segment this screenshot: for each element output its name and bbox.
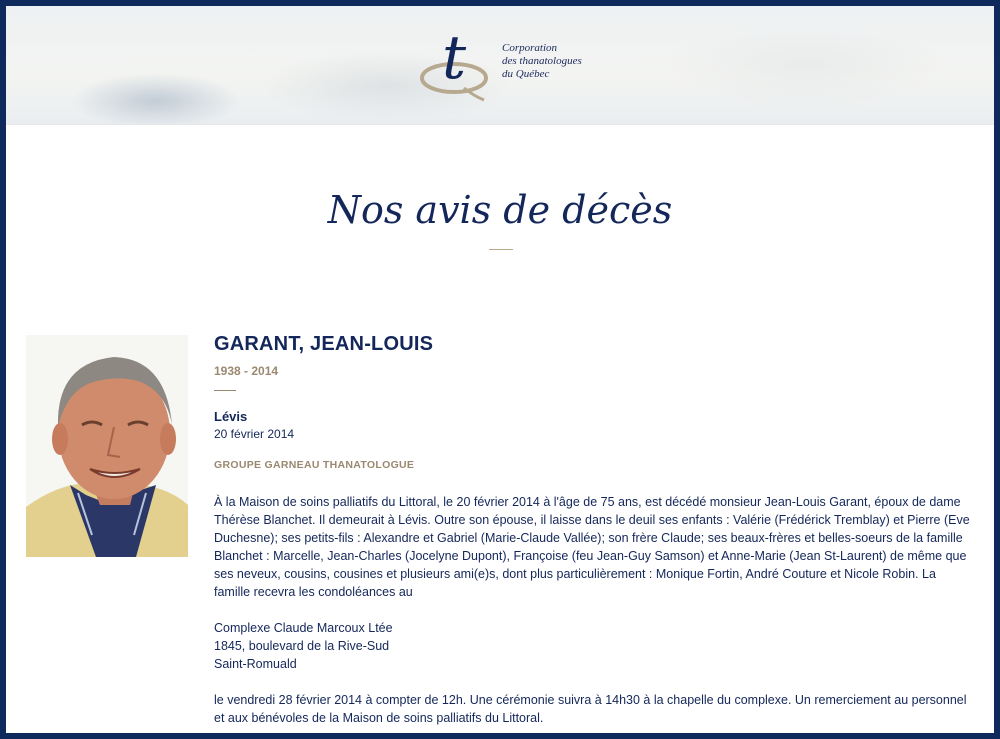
life-years: 1938 - 2014 bbox=[214, 364, 279, 378]
address-line: Complexe Claude Marcoux Ltée bbox=[214, 621, 393, 635]
obituary-paragraph: le vendredi 28 février 2014 à compter de 12h. Une cérémonie suivra à 14h30 à la chapelle du complexe. Un remerciement au personnel et aux bénévoles de la Maison de soins palliatifs du Littoral. bbox=[214, 693, 967, 725]
obituary-text bbox=[214, 493, 974, 727]
death-date: 20 février 2014 bbox=[214, 427, 295, 441]
logo-letter: t bbox=[442, 23, 467, 93]
funeral-home-link[interactable]: GROUPE GARNEAU THANATOLOGUE bbox=[214, 459, 415, 471]
funeral-address bbox=[214, 619, 974, 673]
site-header bbox=[6, 6, 994, 125]
logo-line: des thanatologues bbox=[502, 55, 582, 67]
site-logo[interactable] bbox=[418, 20, 598, 102]
title-divider bbox=[489, 249, 513, 250]
address-line: Saint-Romuald bbox=[214, 657, 297, 671]
address-line: 1845, boulevard de la Rive-Sud bbox=[214, 639, 390, 653]
deceased-portrait bbox=[26, 335, 188, 557]
logo-mark-icon bbox=[418, 20, 490, 102]
logo-line: du Québec bbox=[502, 68, 550, 80]
city: Lévis bbox=[214, 409, 248, 424]
obituary-paragraph: À la Maison de soins palliatifs du Littoral, le 20 février 2014 à l'âge de 75 ans, est décédé monsieur Jean-Louis Garant, époux de dame Thérèse Blanchet. Il demeurait à Lévis. Outre son épouse, il laisse dans le deuil ses enfants : Valérie (Frédérick Tremblay) et Pierre (Eve Duchesne); ses petits-fils : Alexandre et Gabriel (Marie-Claude Vallée); son frère Claude; ses beaux-frères et belles-soeurs de la famille Blanchet : Marcelle, Jean-Charles (Jocelyne Dupont), Françoise (feu Jean-Guy Samson) et Anne-Marie (Jean St-Laurent) de même que ses neveux, cousins, cousines et plusieurs ami(e)s, dont plus particulièrement : Monique Fortin, André Couture et Nicole Robin. La famille recevra les condoléances au bbox=[214, 495, 970, 599]
page-title: Nos avis de décès bbox=[327, 188, 673, 232]
logo-line: Corporation bbox=[502, 42, 558, 54]
deceased-name[interactable]: GARANT, JEAN-LOUIS bbox=[214, 333, 434, 355]
logo-wordmark bbox=[502, 42, 582, 81]
obituary-content bbox=[214, 333, 974, 739]
name-divider bbox=[214, 390, 236, 391]
